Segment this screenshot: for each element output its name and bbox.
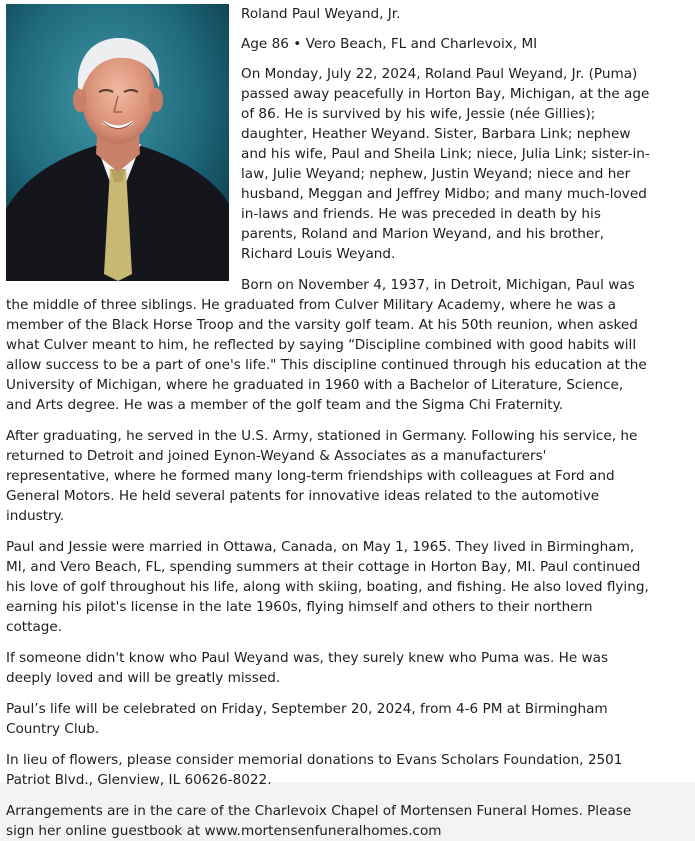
age-location: Age 86 • Vero Beach, FL and Charlevoix, MI [241, 36, 538, 52]
paragraph-celebration: Paul’s life will be celebrated on Friday, September 20, 2024, from 4-6 PM at Birmingham Country Club. [6, 701, 608, 737]
paragraph-donations: In lieu of flowers, please consider memorial donations to Evans Scholars Foundation, 2501 Patriot Blvd., Glenview, IL 60626-8022. [6, 752, 623, 788]
paragraph-early-life: Born on November 4, 1937, in Detroit, Michigan, Paul was the middle of three siblings. He graduated from Culver Military Academy, where he was a member of the Black Horse Troop and the varsity golf team. At his 50th reunion, when asked what Culver meant to him, he reflected by saying “Discipline combined with good habits will allow success to be a part of one's life." This discipline continued through his education at the University of Michigan, where he graduated in 1960 with a Bachelor of Literature, Science, and Arts degree. He was a member of the golf team and the Sigma Chi Fraternity. [6, 277, 647, 413]
paragraph-marriage: Paul and Jessie were married in Ottawa, Canada, on May 1, 1965. They lived in Birmingham, MI, and Vero Beach, FL, spending summers at their cottage in Horton Bay, MI. Paul continued his love of golf throughout his life, along with skiing, boating, and fishing. He also loved flying, earning his pilot's license in the late 1960s, flying himself and others to their northern cottage. [6, 539, 649, 635]
paragraph-arrangements: Arrangements are in the care of the Charlevoix Chapel of Mortensen Funeral Homes. Please sign her online guestbook at www.mortensenfuneralhomes.com [6, 803, 632, 839]
portrait-photo [6, 4, 229, 281]
paragraph-career: After graduating, he served in the U.S. Army, stationed in Germany. Following his service, he returned to Detroit and joined Eynon-Weyand & Associates as a manufacturers' representative, where he formed many long-term friendships with colleagues at Ford and General Motors. He held several patents for innovative ideas related to the automotive industry. [6, 428, 638, 524]
paragraph-puma: If someone didn't know who Paul Weyand was, they surely knew who Puma was. He was deeply loved and will be greatly missed. [6, 650, 609, 686]
paragraph-survivors: On Monday, July 22, 2024, Roland Paul Weyand, Jr. (Puma) passed away peacefully in Horton Bay, Michigan, at the age of 86. He is survived by his wife, Jessie (née Gillies); daughter, Heather Weyand. Sister, Barbara Link; nephew and his wife, Paul and Sheila Link; niece, Julia Link; sister-in-law, Julie Weyand; nephew, Justin Weyand; niece and her husband, Meggan and Jeffrey Midbo; and many much-loved in-laws and friends. He was preceded in death by his parents, Roland and Marion Weyand, and his brother, Richard Louis Weyand. [241, 66, 650, 262]
deceased-name: Roland Paul Weyand, Jr. [241, 6, 401, 22]
